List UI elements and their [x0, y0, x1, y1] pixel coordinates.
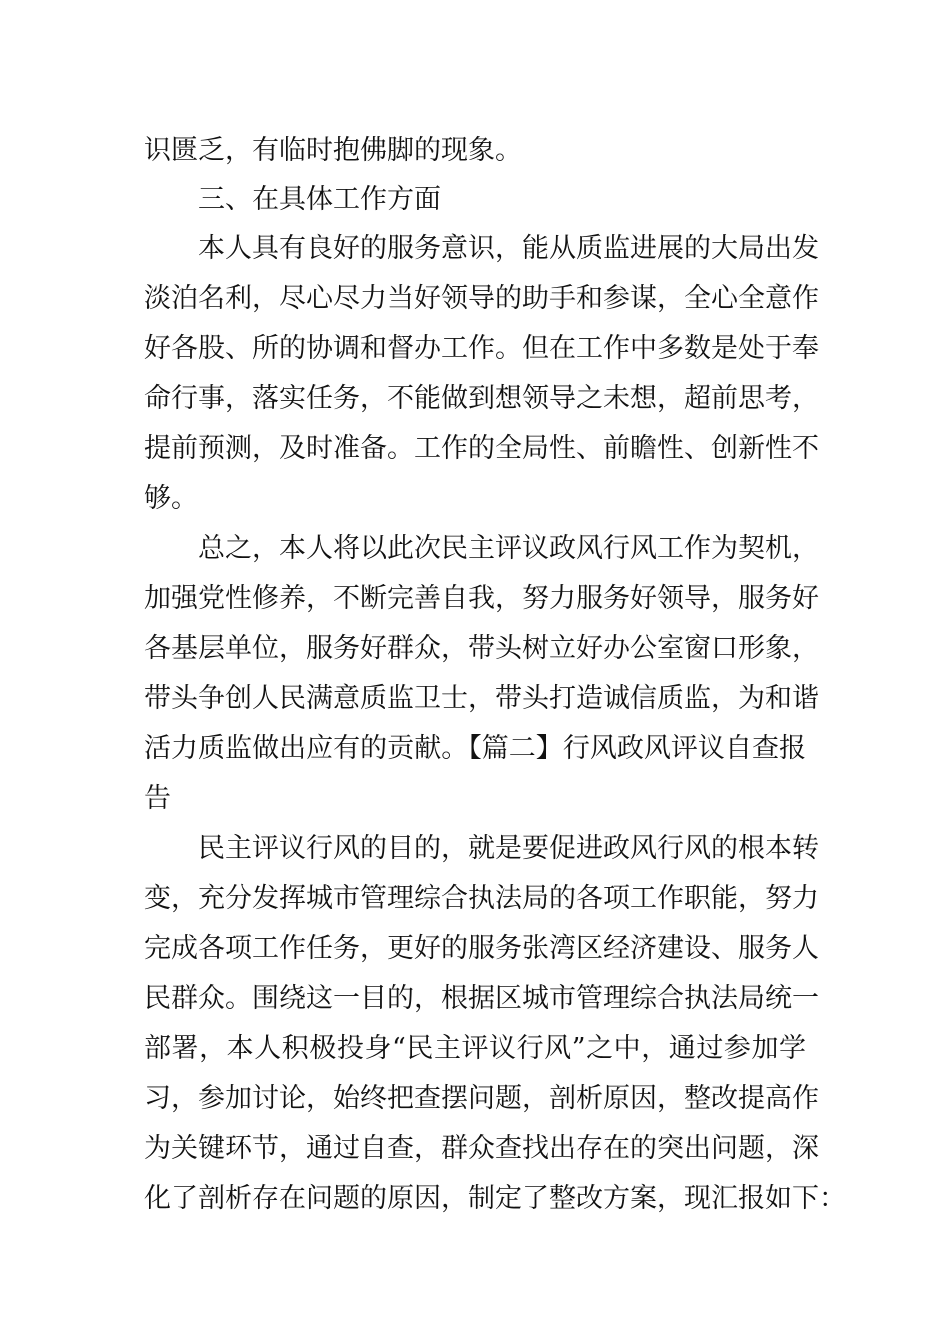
text-line: 民群众。围绕这一目的，根据区城市管理综合执法局统一: [144, 983, 819, 1014]
text-line: 部署，本人积极投身“民主评议行风”之中，通过参加学: [144, 1033, 806, 1064]
text-line: 提前预测，及时准备。工作的全局性、前瞻性、创新性不: [144, 433, 819, 464]
text-line: 淡泊名利，尽心尽力当好领导的助手和参谋，全心全意作: [144, 283, 819, 314]
text-line: 化了剖析存在问题的原因，制定了整改方案，现汇报如下：: [144, 1183, 846, 1214]
section-heading: 三、在具体工作方面: [198, 184, 441, 215]
text-line: 习，参加讨论，始终把查摆问题，剖析原因，整改提高作: [144, 1083, 819, 1114]
text-line: 总之，本人将以此次民主评议政风行风工作为契机，: [198, 533, 819, 564]
text-line: 为关键环节，通过自查，群众查找出存在的突出问题，深: [144, 1133, 819, 1164]
text-line: 命行事，落实任务，不能做到想领导之未想，超前思考，: [144, 383, 819, 414]
text-line: 带头争创人民满意质监卫士，带头打造诚信质监，为和谐: [144, 683, 819, 714]
text-line: 民主评议行风的目的，就是要促进政风行风的根本转: [198, 833, 819, 864]
text-line: 完成各项工作任务，更好的服务张湾区经济建设、服务人: [144, 933, 819, 964]
text-line: 告: [144, 783, 171, 814]
text-line: 变，充分发挥城市管理综合执法局的各项工作职能，努力: [144, 883, 819, 914]
text-line: 本人具有良好的服务意识，能从质监进展的大局出发: [198, 233, 819, 264]
text-line: 识匮乏，有临时抱佛脚的现象。: [144, 135, 522, 166]
text-line: 好各股、所的协调和督办工作。但在工作中多数是处于奉: [144, 333, 819, 364]
text-line: 活力质监做出应有的贡献。【篇二】行风政风评议自查报: [144, 733, 806, 764]
text-line: 加强党性修养，不断完善自我，努力服务好领导，服务好: [144, 583, 819, 614]
text-line: 各基层单位，服务好群众，带头树立好办公室窗口形象，: [144, 633, 819, 664]
text-line: 够。: [144, 483, 198, 514]
